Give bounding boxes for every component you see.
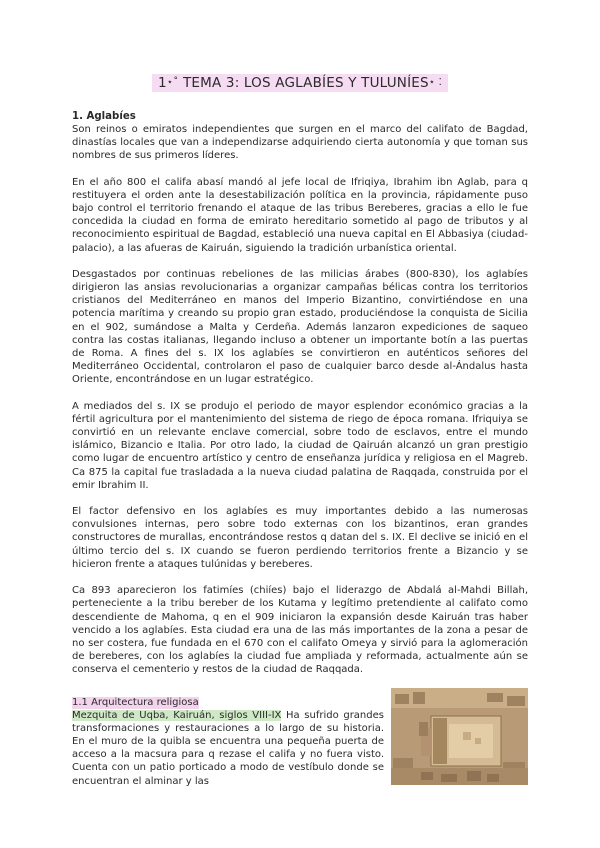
paragraph-5: El factor defensivo en los aglabíes es muy importantes debido a las numerosas convulsiones internas, pero sobre todo externas con los bizantinos, eran grandes constructores de murallas, encontrándose restos q datan del s. IX. El declive se inició en el último tercio del s. IX cuando se fueron perdiendo territorios frente a Bizancio y se hicieron frente a ataques tulúnidas y bereberes. <box>72 506 528 570</box>
paragraph-3: Desgastados por continuas rebeliones de las milicias árabes (800-830), los aglabíes dirigieron las ansias revolucionarias a organizar campañas bélicas contra los territorios cristianos del Mediterráneo en manos del Imperio Bizantino, convirtiéndose en una potencia marítima y creando su propio gran estado, produciéndose la conquista de Sicilia en el 902, sumándose a Malta y Cerdeña. Además lanzaron expediciones de saqueo contra las costas italianas, llegando incluso a obtener un importante botín a las puertas de Roma. A fines del s. IX los aglabíes se convirtieron en auténticos señores del Mediterráneo Occidental, controlaron el paso de cualquier barco desde al-Ándalus hasta Oriente, encontrándose en un lugar estratégico. <box>72 268 528 386</box>
title-number: 1 <box>157 75 167 91</box>
star-left-icon: ⋆˚ <box>166 77 179 88</box>
section-heading-aglabies: 1. Aglabíes <box>72 111 136 122</box>
paragraph-4: A mediados del s. IX se produjo el periodo de mayor esplendor económico gracias a la fértil agricultura por el mantenimiento del sistema de riego de época romana. Ifriquiya se convirtió en un relevante enclave comercial, sobre todo de esclavos, entre el mundo islámico, Bizancio e Italia. Por otro lado, la ciudad de Qairuán alcanzó un gran prestigio como lugar de encuentro artístico y centro de enseñanza jurídica y religiosa en el Magreb. Ca 875 la capital fue trasladada a la nueva ciudad palatina de Raqqada, construida por el emir Ibrahim II. <box>72 400 528 491</box>
paragraph-2: En el año 800 el califa abasí mandó al jefe local de Ifriqiya, Ibrahim ibn Aglab, para q restituyera el orden ante la desestabilización política en la provincia, rápidamente puso bajo control el territorio frenando el ataque de las tribus Bereberes, gracias a ello le fue concedida la ciudad en forma de emirato hereditario sometido al pago de tributos y al reconocimiento espiritual de Bagdad, estableció una nueva capital en El Abbasiya (ciudad-palacio), a las afueras de Kairuán, siguiendo la tradición urbanística oriental. <box>72 176 528 254</box>
subsection-heading-arquitectura: 1.1 Arquitectura religiosa <box>72 696 199 708</box>
page-title <box>152 74 448 92</box>
paragraph-mosque <box>72 709 384 788</box>
architecture-section <box>72 690 528 788</box>
mosque-description: Ha sufrido grandes transformaciones y restauraciones a lo largo de su historia. En el muro de la quibla se encuentra una pequeña puerta de acceso a la macsura para q rezase el califa y no fuera visto. Cuenta con un patio porticado a modo de vestíbulo donde se encuentran el alminar y las <box>72 709 384 787</box>
title-text: TEMA 3: LOS AGLABÍES Y TULUNÍES <box>182 75 429 91</box>
paragraph-1: Son reinos o emiratos independientes que surgen en el marco del califato de Bagdad, dinastías locales que van a independizarse adquiriendo cierta autonomía y que toman sus nombres de sus primeros líderes. <box>72 124 528 162</box>
mosque-name-highlight: Mezquita de Uqba, Kairuán, siglos VIII-IX <box>72 709 282 721</box>
paragraph-6: Ca 893 aparecieron los fatimíes (chiíes) bajo el liderazgo de Abdalá al-Mahdi Billah, perteneciente a la tribu bereber de los Kutama y legítimo pretendiente al califato como descendiente de Mahoma, q en el 909 iniciaron la expansión desde Kairuán tras haber vencido a los aglabíes. Esta ciudad era una de las más importantes de la zona a pesar de no ser costera, fue fundada en el 670 con el califato Omeya y sirvió para la aglomeración de bereberes, con los aglabíes la ciudad fue ampliada y reformada, actualmente aún se conserva el cementerio y restos de la ciudad de Raqqada. <box>72 585 528 676</box>
star-right-icon: ⋆ ⁚ <box>428 77 443 88</box>
title-wrap <box>72 72 528 92</box>
mosque-photo <box>391 688 528 785</box>
mosque-aerial-image <box>391 688 528 785</box>
